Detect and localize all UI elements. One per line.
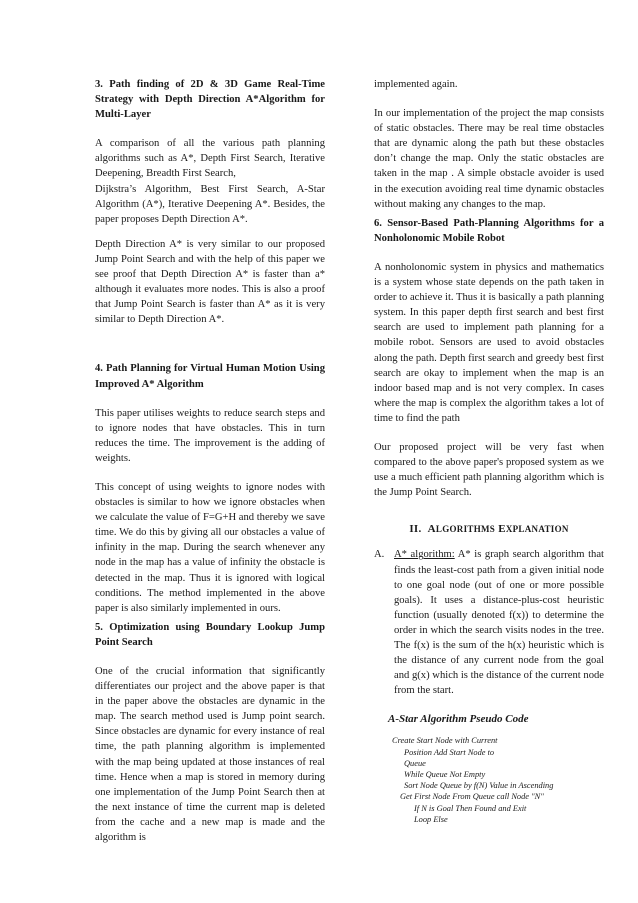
list-label: A.	[374, 549, 385, 561]
section-4-paragraph-1: This paper utilises weights to reduce search steps and to ignore nodes that have obstacles. This in turn reduces the time. The improvement is the adding of weights.	[95, 407, 325, 464]
implementation-paragraph: In our implementation of the project the map consists of static obstacles. There may be real time obstacles that are dynamic along the path but these obstacles don’t change the map. Only the static obstacles are taken in the map . A simple obstacle avoider is used in the execution avoiding real time dynamic obstacles without making any changes to the map.	[374, 108, 604, 210]
code-line: If N is Goal Then Found and Exit	[414, 803, 527, 813]
section-3-paragraph-3: Depth Direction A* is very similar to our proposed Jump Point Search and with the help of this paper we see proof that Depth Direction A* is faster than a* although it evaluates more nodes. This is also a proof that Jump Point Search is faster than A* as it is very similar to Depth Direction A*.	[95, 238, 325, 326]
code-line: While Queue Not Empty	[404, 770, 486, 780]
code-line: Get First Node From Queue call Node "N"	[400, 792, 544, 802]
code-line: Loop Else	[414, 814, 448, 824]
section-ii-title-a: A	[427, 523, 436, 536]
section-ii-title	[374, 522, 604, 537]
section-5-heading: 5. Optimization using Boundary Lookup Jump Point Search	[95, 621, 325, 648]
code-line: Queue	[404, 758, 426, 768]
list-item-body	[394, 547, 604, 698]
section-6-paragraph-2: Our proposed project will be very fast when compared to the above paper's proposed system as we use a much efficient path planning algorithm which is the Jump Point Search.	[374, 441, 604, 499]
code-line: Sort Node Queue by f(N) Value in Ascending	[404, 781, 554, 791]
right-column	[374, 77, 604, 825]
a-star-description: A* is graph search algorithm that finds the least-cost path from a given initial node to one goal node (out of one or more possible goals). It uses a distance-plus-cost heuristic function (usually denoted f(x)) to determine the order in which the search visits nodes in the tree. The f(x) is the sum of the h(x) heuristic which is the distance of any current node from the goal and g(x) which is the distance of the current node from the start.	[394, 549, 604, 697]
section-5-paragraph-1: One of the crucial information that significantly differentiates our project and the above paper is that in the paper above the obstacles are dynamic in the map. The search method used is Jump point search. Since obstacles are dynamic for every instance of real time, the path planning algorithm is implemented with the map being updated at those instances of real time. Hence when a map is stored in memory during one implementation of the Jump Point Search then at the next instance of time the current map is deleted from the cache and a new map is made and the algorithm is	[95, 666, 325, 844]
section-ii-title-xplanation: XPLANATION	[505, 524, 569, 535]
pseudo-code-title: A-Star Algorithm Pseudo Code	[388, 713, 529, 726]
continued-paragraph: implemented again.	[374, 79, 458, 90]
pseudo-code-block	[392, 735, 604, 825]
section-4-paragraph-2: This concept of using weights to ignore nodes with obstacles is similar to how we ignore obstacles when we calculate the value of F=G+H and thereby we save time. We do this by giving all our obstacles a value of infinity in the map. During the search whenever any node in the map has a value of infinity the obstacle is detected in the map. Thus it is ignored with logical conditions. The method implemented in the above paper is also similarly implemented in ours.	[95, 481, 325, 614]
left-column	[95, 77, 325, 845]
section-4-heading: 4. Path Planning for Virtual Human Motion Using Improved A* Algorithm	[95, 363, 325, 390]
section-6-paragraph-1: A nonholonomic system in physics and mathematics is a system whose state depends on the path taken in order to achieve it. Thus it is basically a path planning system. In this paper depth first search and best first search are used to implement path planning for a mobile robot. Sensors are used to avoid obstacles along the path. Depth first search and greedy best first search are okay to implement when the map is an indoor based map and is not very complex. In cases where the map is complex the algorithm takes a lot of time to find the path	[374, 261, 604, 424]
a-star-term: A* algorithm:	[394, 549, 455, 561]
section-3-paragraph-2: Dijkstra’s Algorithm, Best First Search, A-Star Algorithm (A*), Iterative Deepening A*. Besides, the paper proposes Depth Direction A*.	[95, 183, 325, 225]
section-3-heading: 3. Path finding of 2D & 3D Game Real-Time Strategy with Depth Direction A*Algorithm for Multi-Layer	[95, 79, 325, 121]
section-ii-title-e: E	[498, 523, 506, 536]
code-line: Position Add Start Node to	[404, 747, 495, 757]
code-line: Create Start Node with Current	[392, 736, 498, 746]
list-item-a	[374, 547, 604, 698]
section-3-paragraph-1: A comparison of all the various path planning algorithms such as A*, Depth First Search, Iterative Deepening, Breadth First Search,	[95, 138, 325, 180]
section-ii-number: II.	[409, 523, 422, 536]
section-6-heading: 6. Sensor-Based Path-Planning Algorithms for a Nonholonomic Mobile Robot	[374, 217, 604, 244]
section-ii-title-lgorithms: LGORITHMS	[435, 524, 496, 535]
